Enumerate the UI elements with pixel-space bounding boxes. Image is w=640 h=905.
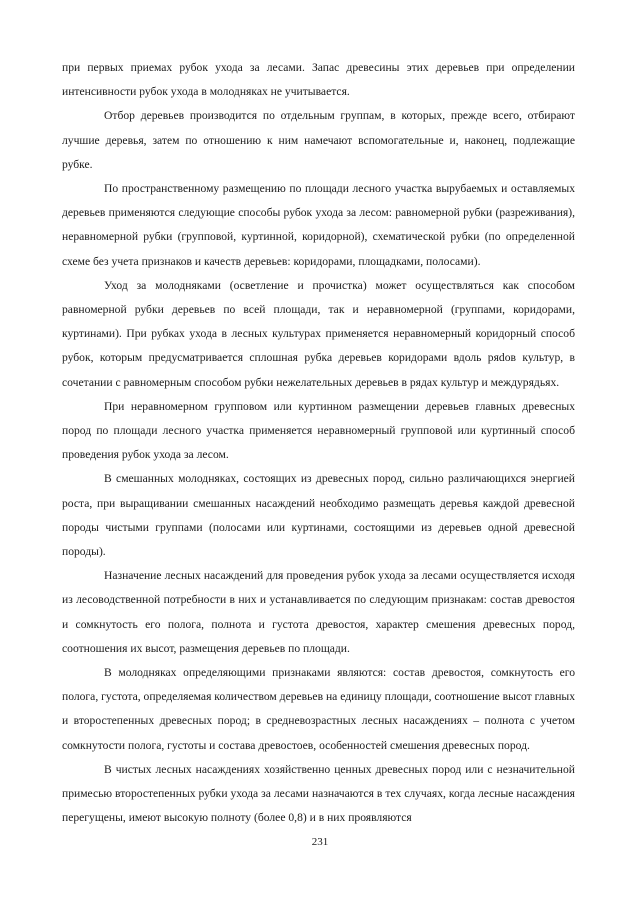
paragraph-mixed-stands: В смешанных молодняках, состоящих из древесных пород, сильно различающихся энергией роста, при выращивании смешанных насаждений необходимо размещать деревья каждой древесной породы чистыми группами (полосами или куртинами, состоящими из деревьев одной древесной породы). (62, 472, 575, 559)
paragraph-defining-features: В молодняках определяющими признаками являются: состав древостоя, сомкнутость его полога, густота, определяемая количеством деревьев на единицу площади, соотношение высот главных и второстепенных древесных пород; в средневозрастных лесных насаждениях – полнота с учетом сомкнутости полога, густоты и состава древостоев, особенностей смешения древесных пород. (62, 666, 575, 752)
paragraph-pure-stands: В чистых лесных насаждениях хозяйственно ценных древесных пород или с незначительной примесью второстепенных рубки ухода за лесами назначаются в тех случаях, когда лесные насаждения перегущены, имеют высокую полноту (более 0,8) и в них проявляются (62, 762, 575, 825)
paragraph-young-stands-care: Уход за молодняками (осветление и прочистка) может осуществляться как способом равномерной рубки деревьев по всей площади, так и неравномерной (группами, коридорами, куртинами). При рубках ухода в лесных культурах применяется неравномерный коридорный способ рубок, которым предусматривается сплошная рубка деревьев коридорами вдоль ряdов культур, в сочетании с равномерным способом рубки нежелательных деревьев в рядах культур и междурядьях. (62, 278, 575, 389)
paragraph-assignment-criteria: Назначение лесных насаждений для проведения рубок ухода за лесами осуществляется исходя из лесоводственной потребности в них и устанавливается по следующим признакам: состав древостоя и сомкнутость его полога, полнота и густота древостоя, характер смешения древесных пород, соотношения их высот, размещения деревьев по площади. (62, 569, 575, 655)
paragraph-tree-selection: Отбор деревьев производится по отдельным группам, в которых, прежде всего, отбирают лучшие деревья, затем по отношению к ним намечают вспомогательные и, наконец, подлежащие рубке. (62, 109, 575, 171)
paragraph-spatial-methods: По пространственному размещению по площади лесного участка вырубаемых и оставляемых деревьев применяются следующие способы рубок ухода за лесом: равномерной рубки (разреживания), неравномерной рубки (групповой, куртинной, коридорной), схематической рубки (по определенной схеме без учета признаков и качеств деревьев: коридорами, площадками, полосами). (62, 182, 575, 268)
page-number: 231 (311, 836, 329, 848)
paragraph-group-placement: При неравномерном групповом или куртинном размещении деревьев главных древесных пород по площади лесного участка применяется неравномерный групповой или куртинный способ проведения рубок ухода за лесом. (62, 399, 575, 462)
document-body (62, 56, 575, 831)
paragraph-continuation: при первых приемах рубок ухода за лесами. Запас древесины этих деревьев при определении интенсивности рубок ухода в молодняках не учитывается. (62, 61, 575, 99)
